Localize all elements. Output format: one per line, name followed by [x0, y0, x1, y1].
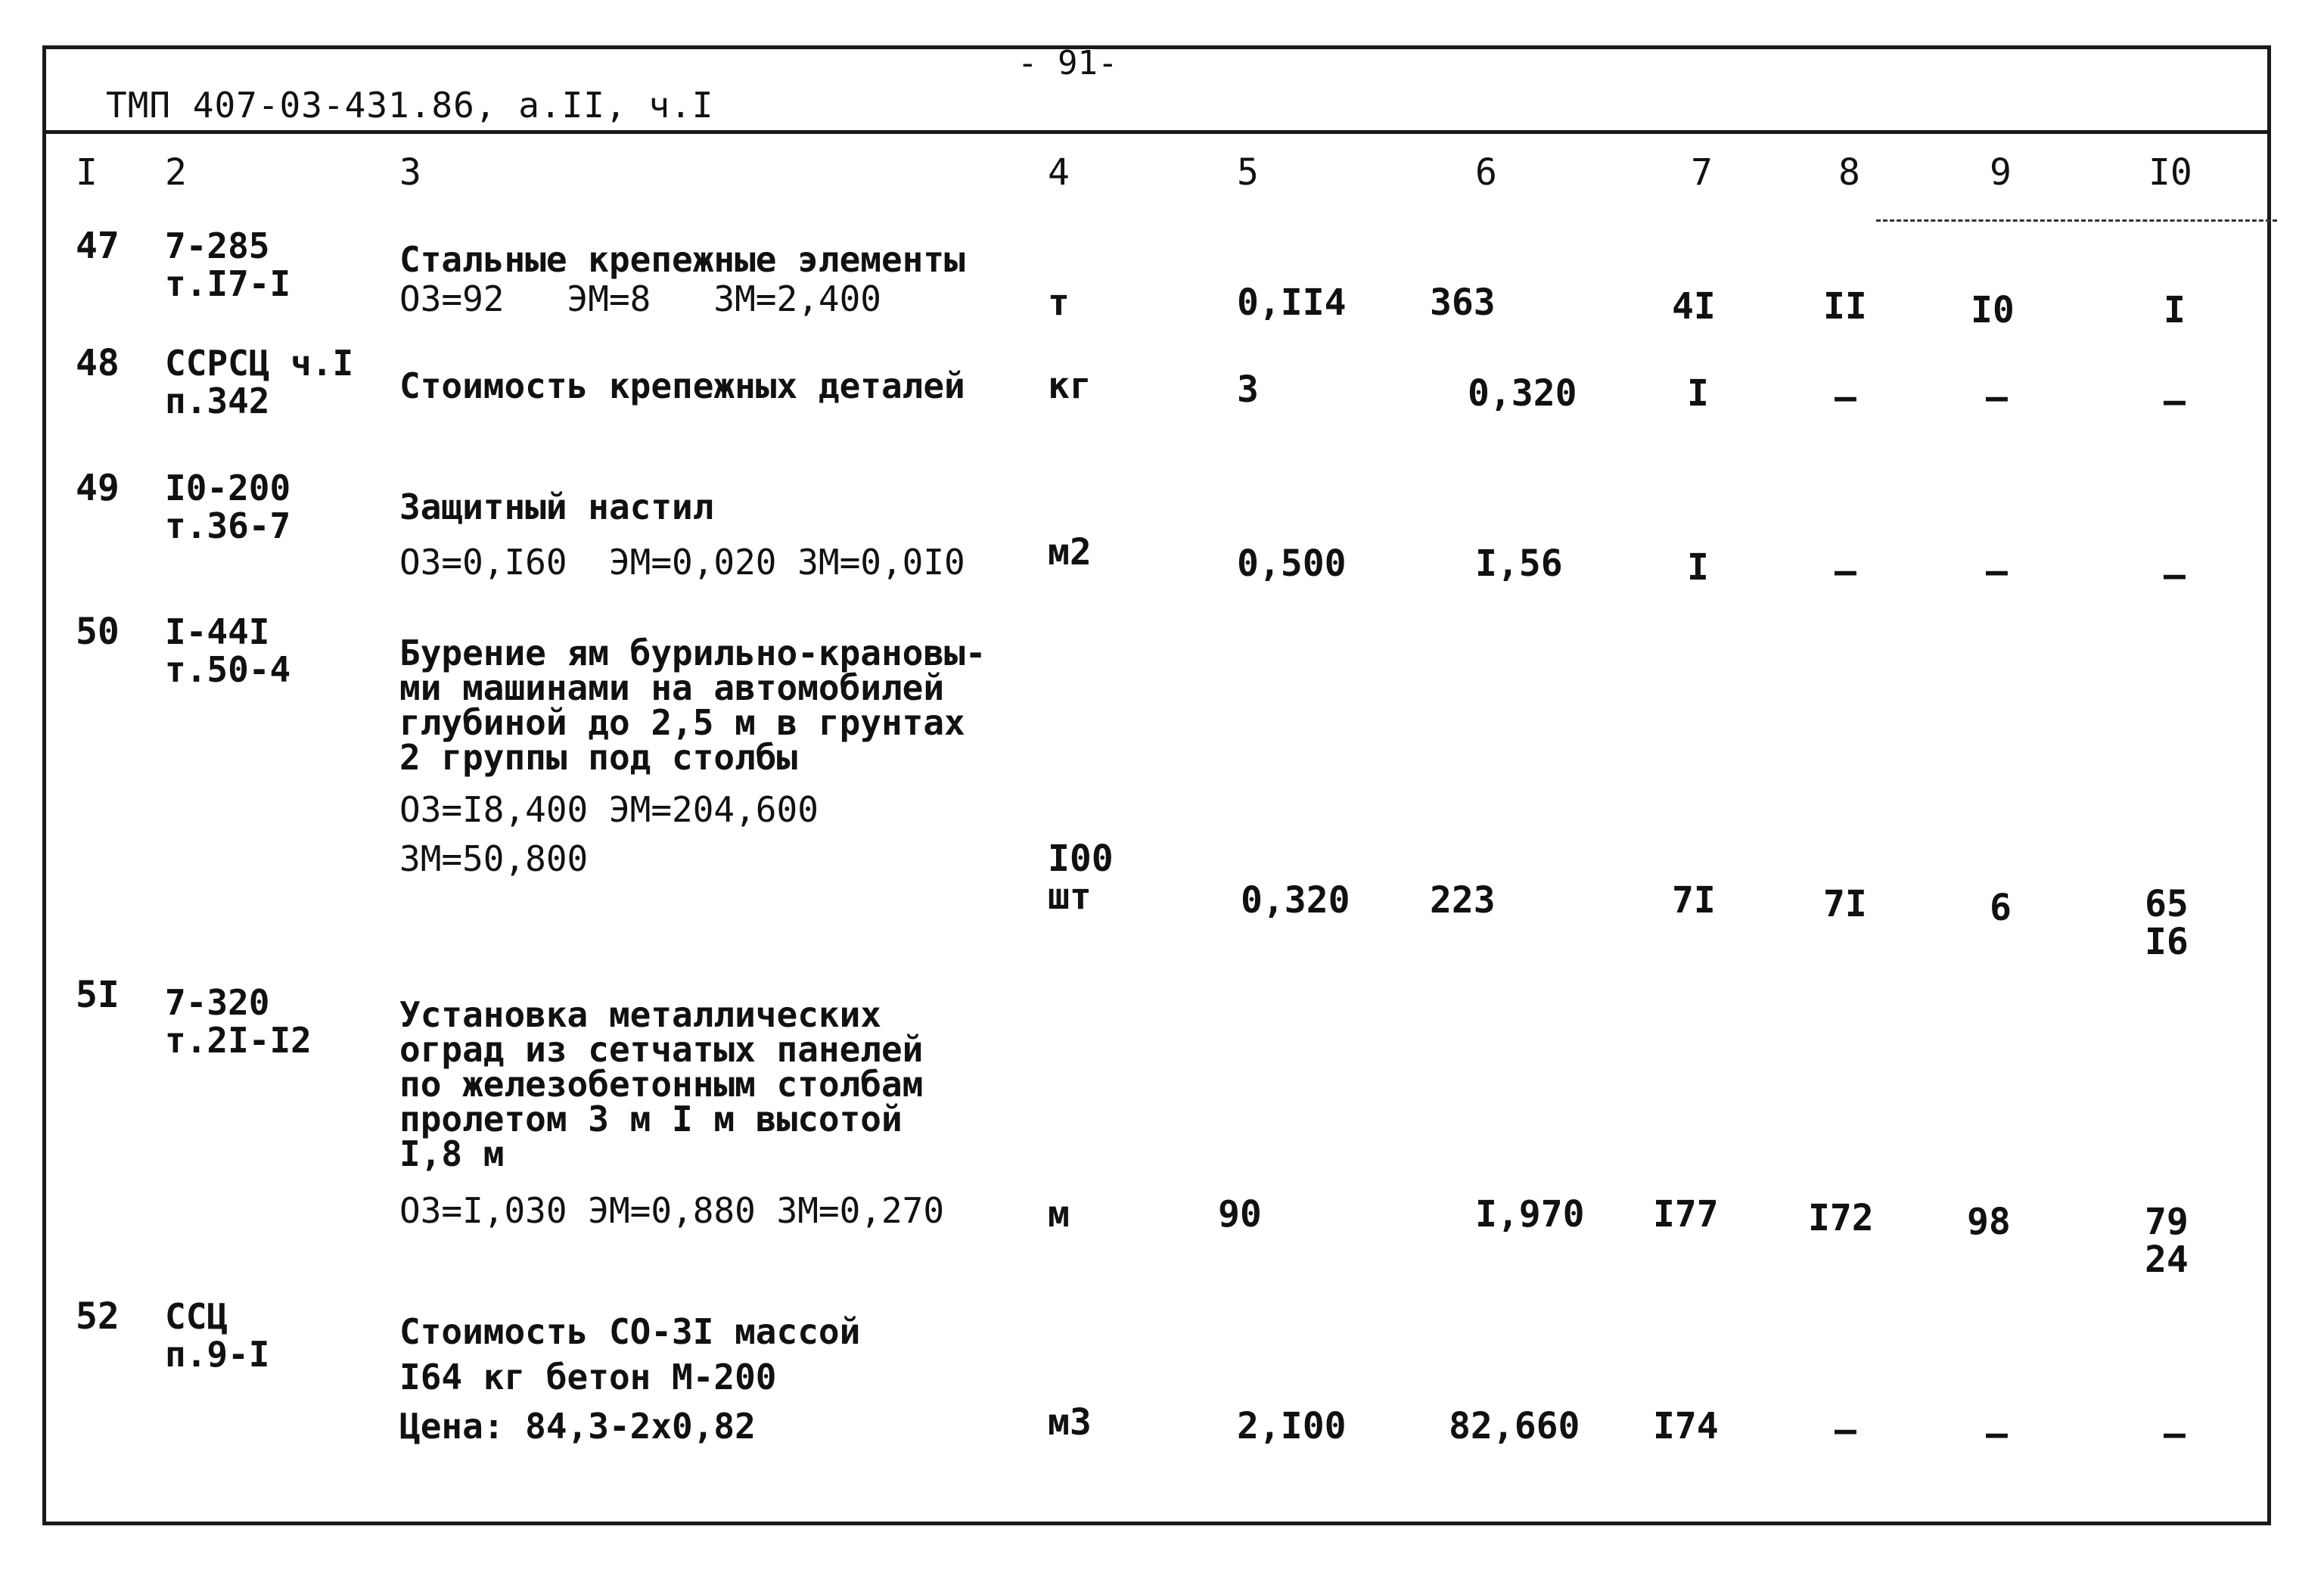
- col-header-4: 4: [1048, 151, 1070, 194]
- row-52-code: ССЦ п.9-I: [165, 1296, 270, 1375]
- row-50-col9: 6: [1990, 887, 2012, 929]
- row-47-qty: 0,II4: [1237, 281, 1347, 324]
- row-52-qty: 2,I00: [1237, 1405, 1347, 1447]
- row-51-col7: I77: [1653, 1193, 1719, 1236]
- col-header-3: 3: [399, 151, 421, 194]
- row-51-price: I,970: [1475, 1193, 1585, 1236]
- row-52-formula: Цена: 84,3-2х0,82: [399, 1406, 756, 1447]
- row-50-col8: 7I: [1823, 883, 1867, 925]
- col-header-8: 8: [1838, 151, 1860, 194]
- row-48-qty: 3: [1237, 368, 1259, 411]
- row-52-price: 82,660: [1449, 1405, 1580, 1447]
- row-51-col9: 98: [1967, 1201, 2011, 1243]
- row-51-desc: Установка металлических оград из сетчатых панелей по железобетонным столбам пролетом 3 м I м высотой I,8 м: [399, 994, 924, 1174]
- row-51-num: 5I: [76, 974, 120, 1016]
- row-50-price: 223: [1430, 879, 1496, 922]
- row-52-col7: I74: [1653, 1405, 1719, 1447]
- row-48-col10: –: [2164, 380, 2186, 422]
- row-50-formula: ОЗ=I8,400 ЭМ=204,600: [399, 789, 819, 830]
- header-rule: [42, 130, 2271, 134]
- row-51-col10: 79 24: [2145, 1201, 2189, 1281]
- document-code: ТМП 407-03-431.86, а.II, ч.I: [106, 85, 714, 126]
- row-50-col7: 7I: [1672, 879, 1716, 922]
- row-47-col10: I: [2164, 289, 2186, 331]
- row-48-unit: кг: [1048, 365, 1092, 407]
- row-50-col10: 65 I6: [2145, 883, 2189, 963]
- row-50-code: I-44I т.50-4: [165, 611, 291, 690]
- row-47-num: 47: [76, 225, 120, 267]
- row-51-qty: 90: [1218, 1193, 1262, 1236]
- col-header-9: 9: [1990, 151, 2012, 194]
- row-49-col10: –: [2164, 554, 2186, 596]
- row-52-col9: –: [1986, 1413, 2008, 1455]
- col-header-2: 2: [165, 151, 187, 194]
- row-47-col7: 4I: [1672, 285, 1716, 328]
- page-number: - 91-: [1018, 44, 1118, 82]
- row-50-formula2: ЗМ=50,800: [399, 838, 589, 879]
- row-50-unit: I00 шт: [1048, 838, 1114, 918]
- row-49-code: I0-200 т.36-7: [165, 468, 291, 546]
- row-49-formula: ОЗ=0,I60 ЭМ=0,020 ЗМ=0,0I0: [399, 542, 965, 583]
- row-51-code: 7-320 т.2I-I2: [165, 982, 312, 1061]
- dashed-separator: [1876, 219, 2277, 222]
- row-47-col8: II: [1823, 285, 1867, 328]
- row-50-qty: 0,320: [1241, 879, 1350, 922]
- row-47-formula: ОЗ=92 ЭМ=8 ЗМ=2,400: [399, 278, 881, 319]
- row-51-unit: м: [1048, 1193, 1070, 1236]
- row-48-col7: I: [1687, 372, 1709, 415]
- row-48-num: 48: [76, 342, 120, 384]
- col-header-5: 5: [1237, 151, 1259, 194]
- row-52-col10: –: [2164, 1413, 2186, 1455]
- row-47-unit: т: [1048, 281, 1070, 324]
- col-header-10: I0: [2148, 151, 2192, 194]
- row-49-col9: –: [1986, 550, 2008, 592]
- row-50-desc: Бурение ям бурильно-крановы- ми машинами на автомобилей глубиной до 2,5 м в грунтах 2 группы под столбы: [399, 633, 986, 778]
- row-48-price: 0,320: [1468, 372, 1577, 415]
- row-49-qty: 0,500: [1237, 542, 1347, 585]
- document-frame: [42, 45, 2271, 1525]
- row-49-col8: –: [1835, 550, 1856, 592]
- row-48-desc: Стоимость крепежных деталей: [399, 365, 965, 406]
- row-47-price: 363: [1430, 281, 1496, 324]
- row-47-code: 7-285 т.I7-I: [165, 225, 291, 304]
- row-48-col8: –: [1835, 376, 1856, 418]
- row-48-code: ССРСЦ ч.I п.342: [165, 343, 354, 421]
- row-49-price: I,56: [1475, 542, 1563, 585]
- row-48-col9: –: [1986, 376, 2008, 418]
- row-49-num: 49: [76, 467, 120, 509]
- col-header-7: 7: [1691, 151, 1713, 194]
- col-header-1: I: [76, 151, 98, 194]
- row-52-num: 52: [76, 1295, 120, 1338]
- row-52-unit: м3: [1048, 1401, 1092, 1444]
- row-51-formula: ОЗ=I,030 ЭМ=0,880 ЗМ=0,270: [399, 1190, 945, 1231]
- row-47-desc: Стальные крепежные элементы: [399, 239, 965, 280]
- row-49-col7: I: [1687, 546, 1709, 589]
- row-49-desc: Защитный настил: [399, 487, 714, 527]
- row-50-num: 50: [76, 611, 120, 653]
- col-header-6: 6: [1475, 151, 1497, 194]
- row-47-col9: I0: [1971, 289, 2015, 331]
- row-49-unit: м2: [1048, 531, 1092, 574]
- row-52-col8: –: [1835, 1409, 1856, 1451]
- row-51-col8: I72: [1808, 1197, 1874, 1239]
- row-52-desc: Стоимость СО-3I массой I64 кг бетон М-200: [399, 1311, 861, 1397]
